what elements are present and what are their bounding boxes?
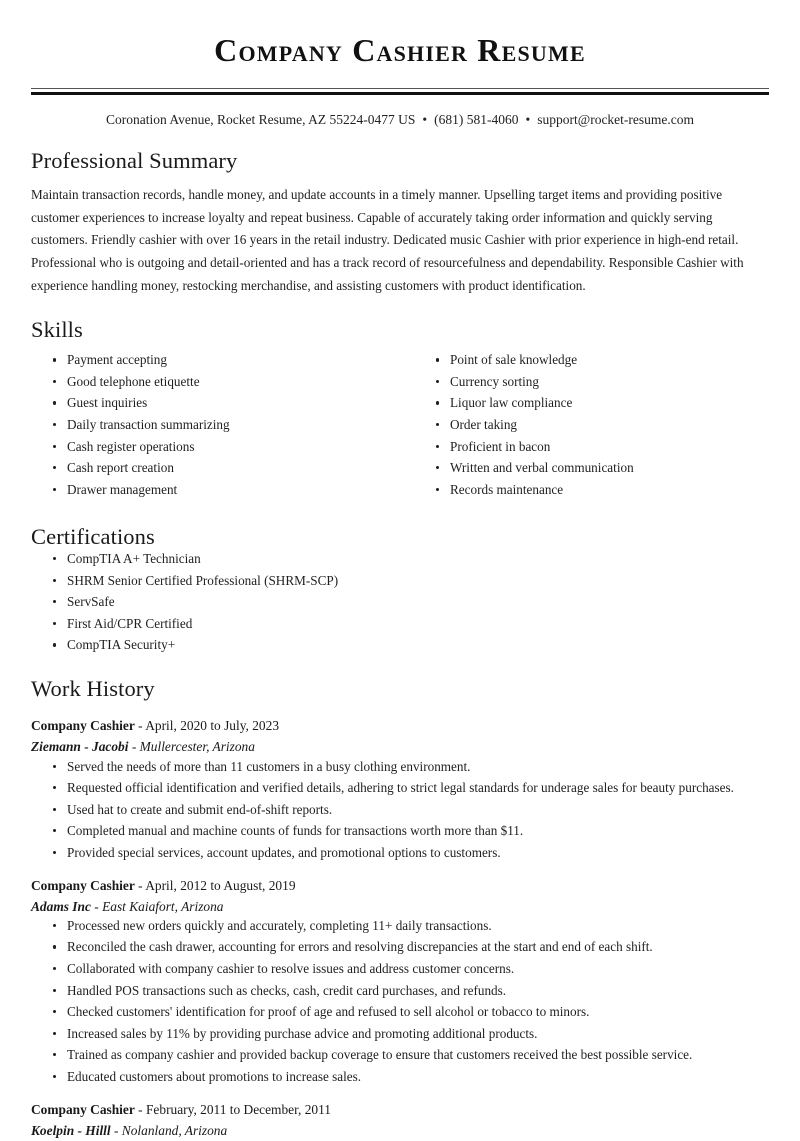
list-item: Written and verbal communication <box>436 459 769 477</box>
work-history-entry <box>31 1100 769 1141</box>
section-heading-certifications: Certifications <box>31 524 155 550</box>
job-title-line <box>31 716 769 736</box>
list-item: CompTIA Security+ <box>53 636 769 654</box>
section-heading-skills: Skills <box>31 317 83 343</box>
job-bullets-list <box>31 758 769 862</box>
skills-columns <box>31 351 769 502</box>
header-divider <box>31 88 769 95</box>
job-location: Nolanland, Arizona <box>121 1122 228 1138</box>
job-dash: - <box>138 1101 143 1117</box>
list-item: Served the needs of more than 11 customers in a busy clothing environment. <box>53 758 769 776</box>
job-company: Koelpin - Hilll <box>31 1122 111 1138</box>
list-item: Reconciled the cash drawer, accounting for errors and resolving discrepancies at the start and end of each shift. <box>53 938 769 956</box>
list-item: Used hat to create and submit end-of-shift reports. <box>53 801 769 819</box>
job-location: Mullercester, Arizona <box>139 739 255 755</box>
list-item: Liquor law compliance <box>436 394 769 412</box>
job-dash: - <box>131 739 137 755</box>
job-dash: - <box>138 718 143 734</box>
job-dash: - <box>94 898 99 914</box>
skills-column-right <box>400 351 769 502</box>
list-item: Proficient in bacon <box>436 438 769 456</box>
section-heading-summary: Professional Summary <box>31 147 238 173</box>
work-history-entry <box>31 876 769 1086</box>
contact-phone: (681) 581-4060 <box>434 111 519 127</box>
divider-thick-line <box>31 92 769 95</box>
job-dates: April, 2012 to August, 2019 <box>145 877 296 893</box>
job-dash: - <box>138 877 143 893</box>
contact-line <box>31 112 769 128</box>
job-dates: February, 2011 to December, 2011 <box>145 1101 331 1117</box>
list-item: Handled POS transactions such as checks, cash, credit card purchases, and refunds. <box>53 982 769 1000</box>
list-item: Drawer management <box>53 481 400 499</box>
list-item: Payment accepting <box>53 351 400 369</box>
list-item: Order taking <box>436 416 769 434</box>
list-item: ServSafe <box>53 593 769 611</box>
job-location: East Kaiafort, Arizona <box>102 898 224 914</box>
skills-list-right <box>414 351 769 498</box>
list-item: CompTIA A+ Technician <box>53 550 769 568</box>
contact-separator-1: • <box>422 111 428 127</box>
contact-separator-2: • <box>525 111 531 127</box>
job-company: Adams Inc <box>31 898 91 914</box>
contact-address: Coronation Avenue, Rocket Resume, AZ 55224-0477 US <box>105 111 416 127</box>
certifications-list <box>31 550 769 654</box>
contact-email: support@rocket-resume.com <box>537 111 695 127</box>
list-item: Increased sales by 11% by providing purchase advice and promoting additional products. <box>53 1025 769 1043</box>
skills-column-left <box>31 351 400 502</box>
work-history-entry <box>31 716 769 861</box>
list-item: First Aid/CPR Certified <box>53 615 769 633</box>
job-title: Company Cashier <box>31 1101 135 1117</box>
list-item: Cash register operations <box>53 438 400 456</box>
list-item: Trained as company cashier and provided backup coverage to ensure that customers received the best possible service. <box>53 1046 769 1064</box>
job-company-line <box>31 737 769 757</box>
skills-list-left <box>31 351 400 498</box>
list-item: Currency sorting <box>436 373 769 391</box>
job-company-line <box>31 897 769 917</box>
job-dates: April, 2020 to July, 2023 <box>145 718 280 734</box>
job-company: Ziemann - Jacobi <box>31 739 129 755</box>
job-title: Company Cashier <box>31 718 135 734</box>
list-item: Provided special services, account updates, and promotional options to customers. <box>53 844 769 862</box>
summary-text: Maintain transaction records, handle money, and update accounts in a timely manner. Upselling target items and providing positive customer experiences to increase loyalty and repeat business. Capable of accurately taking order information and quickly serving customers. Friendly cashier with over 16 years in the retail industry. Dedicated music Cashier with prior experience in high-end retail. Professional who is outgoing and detail-oriented and has a track record of resourcefulness and dependability. Responsible Cashier with experience handling money, restocking merchandise, and assisting customers with product identification. <box>31 186 744 293</box>
list-item: Processed new orders quickly and accurately, completing 11+ daily transactions. <box>53 917 769 935</box>
list-item: Good telephone etiquette <box>53 373 400 391</box>
list-item: Completed manual and machine counts of funds for transactions worth more than $11. <box>53 822 769 840</box>
list-item: Educated customers about promotions to increase sales. <box>53 1068 769 1086</box>
list-item: Collaborated with company cashier to resolve issues and address customer concerns. <box>53 960 769 978</box>
list-item: Requested official identification and verified details, adhering to strict legal standards for underage sales for beauty purchases. <box>53 779 769 797</box>
list-item: Daily transaction summarizing <box>53 416 400 434</box>
list-item: Checked customers' identification for proof of age and refused to sell alcohol or tobacco to minors. <box>53 1003 769 1021</box>
job-dash: - <box>113 1122 119 1138</box>
list-item: Guest inquiries <box>53 394 400 412</box>
job-bullets-list <box>31 917 769 1086</box>
job-title: Company Cashier <box>31 877 135 893</box>
page-title: Company Cashier Resume <box>214 32 586 68</box>
list-item: Records maintenance <box>436 481 769 499</box>
list-item: SHRM Senior Certified Professional (SHRM-SCP) <box>53 572 769 590</box>
section-heading-work-history: Work History <box>31 676 155 702</box>
job-title-line <box>31 876 769 896</box>
list-item: Point of sale knowledge <box>436 351 769 369</box>
job-title-line <box>31 1100 769 1120</box>
job-company-line <box>31 1121 769 1141</box>
list-item: Cash report creation <box>53 459 400 477</box>
